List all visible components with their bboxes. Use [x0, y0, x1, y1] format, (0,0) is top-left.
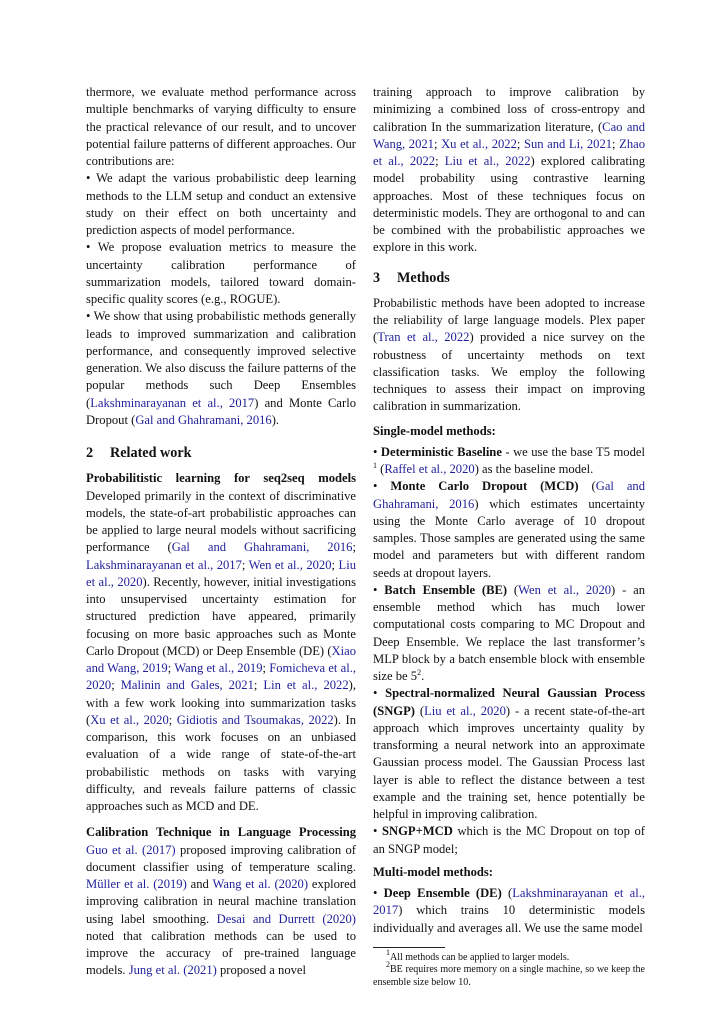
text: ( [377, 462, 385, 476]
text: ) - an ensemble method which has much lower computational costs comparing to MC Dropout and Deep Ensemble. We replace the last transformer’s MLP block by a batch ensemble block with ensemble size be 5 [373, 582, 645, 683]
text: ; [435, 154, 445, 168]
citation-link[interactable]: Cao and Wang, 2021 [373, 119, 646, 151]
citation-link[interactable]: Fomicheva et al., 2020 [86, 661, 356, 693]
citation-link[interactable]: Raffel et al., 2020 [384, 462, 475, 476]
text: ) provided a nice survey on the robustness of uncertainty methods on text classification tasks. We employ the following techniques to assess their impact on improving calibration in summarization. [373, 330, 645, 414]
citation-link[interactable]: Lakshminarayanan et al., 2017 [86, 557, 242, 572]
footnote-mark: 2 [386, 960, 390, 970]
text: ) as the baseline model. [474, 462, 594, 476]
text: ; [111, 678, 121, 693]
contribution-bullet [86, 308, 356, 429]
text: explored improving calibration in neural machine translation using label smoothing. [86, 877, 356, 926]
section-heading-methods [373, 270, 645, 287]
footnote-divider [373, 947, 445, 948]
footnote-number: 1 [373, 461, 377, 470]
contribution-bullet: • We propose evaluation metrics to measure the uncertainty calibration performance of summarization models, tailored toward domain-specific quality scores (e.g., ROGUE). [86, 240, 356, 306]
subheading-multi-model: Multi-model methods: [373, 864, 493, 879]
footnote-2 [373, 960, 645, 989]
text: ; [253, 678, 264, 693]
right-column [373, 84, 645, 990]
left-column [86, 84, 356, 980]
section-number: 2 [86, 445, 94, 461]
citation-link[interactable]: Jung et al. (2021) [128, 963, 217, 978]
method-name: Batch Ensemble (BE) [384, 582, 508, 597]
section-heading-related-work [86, 445, 356, 462]
text: ; [612, 136, 620, 151]
text: ) which trains 10 deterministic models individually and averages all. We use the same model [373, 903, 645, 935]
method-item-sngp-mcd: • SNGP+MCD which is the MC Dropout on top of an SNGP model; [373, 824, 645, 856]
text: ). In comparison, this work focuses on an unbiased evaluation of a wide range of state-of-the-art probabilistic methods on tasks with varying difficulty, and reveals failure patterns of classic approaches such as MCD and DE. [86, 712, 357, 813]
citation-link[interactable]: Gidiotis and Tsoumakas, 2022 [176, 712, 334, 727]
related-work-continuation [373, 84, 645, 257]
methods-intro-paragraph [373, 295, 645, 416]
citation-link[interactable]: Malinin and Gales, 2021 [120, 678, 254, 693]
footnote-marker[interactable]: 2 [417, 668, 422, 677]
text: • We show that using probabilistic methods generally leads to improved summarization and calibration performance, and consequently improved selective generation. We also discuss the failure patterns of the popular methods such Deep Ensembles ( [86, 309, 356, 410]
text: ) and Monte Carlo Dropout ( [86, 395, 356, 427]
citation-link[interactable]: Xu et al., 2022 [441, 136, 517, 151]
method-item-deep-ensemble: • Deep Ensemble (DE) (Lakshminarayanan et al., 2017) which trains 10 deterministic models individually and averages all. We use the same model [373, 886, 645, 935]
contribution-bullet: • We adapt the various probabilistic deep learning methods to the LLM setup and conduct an extensive study on their effect on both uncertainty and prediction aspects of model performance. [86, 171, 356, 237]
citation-link[interactable]: Lakshminarayanan et al., 2017 [373, 886, 645, 918]
footnote-text: All methods can be applied to larger models. [390, 951, 570, 963]
text: proposed a novel [216, 963, 307, 978]
text: - we use the base T5 model [501, 444, 645, 459]
text: ; [168, 712, 177, 727]
method-name: Deterministic Baseline [380, 444, 502, 459]
method-item-sngp: • Spectral-normalized Neural Gaussian Process (SNGP) (Liu et al., 2020) - a recent state-of-the-art approach which improves uncertainty quality by transforming a neural network into an approximate Gaussian process model. The Gaussian Process last layer is able to reflect the distance between a test example and the training set, hence potentially be helpful in improving calibration. [373, 686, 645, 821]
related-work-paragraph-calibration [86, 824, 356, 979]
citation-link[interactable]: Lin et al., 2022 [263, 678, 349, 693]
citation-link[interactable]: Liu et al., 2020 [86, 557, 356, 589]
citation-link[interactable]: Gal and Ghahramani, 2016 [135, 412, 272, 427]
text: ; [331, 557, 339, 572]
citation-link[interactable]: Wen et al., 2020 [518, 582, 612, 597]
citation-link[interactable]: Gal and Ghahramani, 2016 [373, 479, 646, 511]
text: ( [578, 479, 596, 494]
citation-link[interactable]: Xu et al., 2020 [90, 712, 169, 727]
paragraph-heading: Probabilitistic learning for seq2seq models [86, 471, 356, 486]
text: ( [414, 703, 425, 718]
citation-link[interactable]: Sun and Li, 2021 [523, 136, 613, 151]
method-name: SNGP+MCD [382, 824, 453, 839]
text: Developed primarily in the context of discriminative models, the state-of-art probabilistic approaches can be applied to large neural models without sacrificing performance ( [86, 488, 356, 555]
text: ), with a few work looking into summarization tasks ( [86, 678, 356, 727]
text: proposed improving calibration of document classifier using of temperature scaling. [86, 842, 356, 874]
citation-link[interactable]: Tran et al., 2022 [377, 330, 470, 345]
method-item-batch-ensemble: • Batch Ensemble (BE) (Wen et al., 2020) - an ensemble method which has much lower computational costs comparing to MC Dropout and Deep Ensemble. We replace the last transformer’s MLP block by a batch ensemble block with ensemble size be $5^2$. [373, 582, 645, 683]
text: ) explored calibrating model probability using contrastive learning approaches. Most of these techniques focus on deterministic models. They are orthogonal to and can be combined with the probabilistic approaches we explore in this work. [373, 154, 645, 255]
method-name: Monte Carlo Dropout (MCD) [390, 479, 579, 494]
text: ; [433, 136, 442, 151]
text: ; [241, 557, 249, 572]
citation-link[interactable]: Xiao and Wang, 2019 [86, 643, 356, 675]
footnote-mark: 1 [386, 947, 390, 957]
text: training approach to improve calibration by minimizing a combined loss of cross-entropy and calibration In the summarization literature, ( [373, 85, 645, 134]
method-name: Deep Ensemble (DE) [383, 886, 502, 900]
citation-link[interactable]: Wang et al., 2019 [174, 661, 263, 675]
method-item-deterministic: • Deterministic Baseline - we use the base T5 model $^1$ (Raffel et al., 2020) as the baseline model. [373, 444, 645, 476]
citation-link[interactable]: Lakshminarayanan et al., 2017 [90, 395, 255, 410]
citation-link[interactable]: Müller et al. (2019) [86, 877, 187, 891]
text: ; [167, 661, 175, 675]
method-name: Spectral-normalized Neural Gaussian Process (SNGP) [373, 686, 645, 718]
paragraph-heading: Calibration Technique in Language Processing [86, 825, 356, 840]
text: and [186, 877, 213, 891]
text: ( [507, 582, 519, 597]
text: ( [501, 886, 513, 900]
related-work-paragraph-seq2seq [86, 470, 356, 815]
citation-link[interactable]: Liu et al., 2022 [444, 154, 531, 168]
section-title: Related work [110, 445, 192, 461]
text: ) which estimates uncertainty using the Monte Carlo average of 10 dropout samples. Those samples are generated using the same model and parameters but with different random seeds at dropout layers. [373, 496, 645, 580]
footnote-text: BE requires more memory on a single machine, so we keep the ensemble size below 10. [373, 964, 645, 988]
citation-link[interactable]: Guo et al. (2017) [86, 842, 176, 857]
citation-link[interactable]: Liu et al., 2020 [424, 703, 506, 718]
section-number: 3 [373, 269, 381, 286]
citation-link[interactable]: Gal and Ghahramani, 2016 [171, 540, 353, 555]
text: ; [352, 540, 356, 555]
citation-link[interactable]: Wang et al. (2020) [212, 877, 309, 891]
text: ; [262, 661, 270, 675]
footnote-1 [373, 947, 645, 965]
text: noted that calibration methods can be used to improve the accuracy of pre-trained language models. [86, 928, 356, 978]
text: ) - a recent state-of-the-art approach which improves uncertainty quality by transforming a neural network into an approximate Gaussian process model. The Gaussian Process last layer is able to reflect the distance between a test example and the training set, hence potentially be helpful in improving calibration. [373, 703, 645, 821]
subheading-single-model: Single-model methods: [373, 423, 496, 438]
text: ). Recently, however, initial investigations into unsupervised uncertainty estimation for structured prediction have appeared, primarily focusing on more basic approaches such as Monte Carlo Dropout (MCD) or Deep Ensemble (DE) ( [86, 574, 356, 658]
text: ). [271, 412, 280, 427]
citation-link[interactable]: Zhao et al., 2022 [373, 136, 646, 168]
section-title: Methods [397, 269, 450, 286]
text: ; [516, 136, 524, 151]
intro-paragraph: thermore, we evaluate method performance across multiple benchmarks of varying difficulty to ensure the practical relevance of our result, and to uncover potential failure patterns of different approaches. Our contributions are: [86, 85, 356, 168]
text: which is the MC Dropout on top of an SNGP model; [373, 824, 645, 856]
text: Probabilistic methods have been adopted to increase the reliability of large language models. Plex paper ( [373, 295, 645, 345]
citation-link[interactable]: Desai and Durrett (2020) [216, 911, 356, 926]
method-item-mcd: • Monte Carlo Dropout (MCD) (Gal and Ghahramani, 2016) which estimates uncertainty using the Monte Carlo average of 10 dropout samples. Those samples are generated using the same model and parameters but with different random seeds at dropout layers. [373, 479, 646, 580]
citation-link[interactable]: Wen et al., 2020 [248, 557, 332, 572]
text: . [421, 669, 425, 683]
